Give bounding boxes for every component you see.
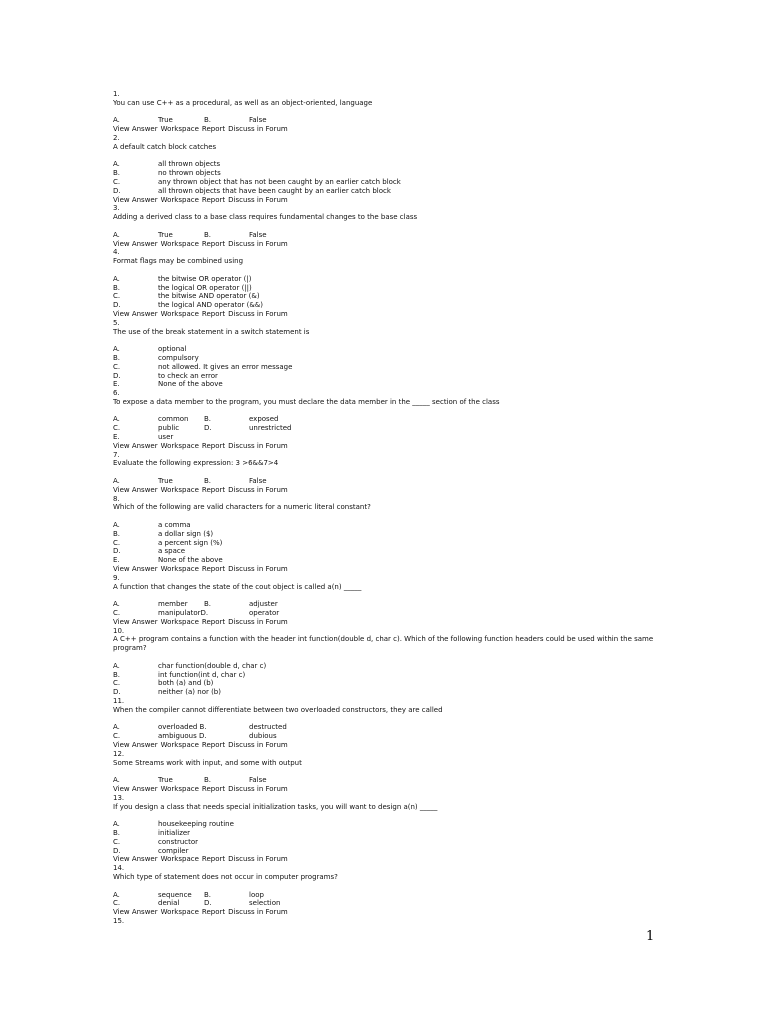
option-text: loop [249, 890, 264, 899]
discuss-forum-link[interactable]: Discuss in Forum [228, 855, 288, 864]
blank-line [113, 222, 673, 231]
option-letter: D. [204, 424, 212, 433]
option-row [113, 433, 673, 442]
question-block [113, 750, 673, 794]
option-text: the logical OR operator (||) [158, 283, 252, 292]
option-text: housekeeping routine [158, 820, 234, 829]
question-number: 13. [113, 793, 125, 802]
discuss-forum-link[interactable]: Discuss in Forum [228, 784, 288, 793]
option-letter: B. [113, 353, 121, 362]
question-stem: Some Streams work with input, and some with output [113, 758, 302, 767]
report-link[interactable]: Report [201, 195, 226, 204]
workspace-link[interactable]: Workspace [160, 239, 199, 248]
blank-line [113, 266, 673, 275]
option-text: compulsory [158, 353, 199, 362]
option-row [113, 662, 673, 671]
option-text: operator [249, 609, 280, 618]
page-number: 1 [646, 929, 655, 944]
question-block [113, 90, 673, 134]
option-text: False [249, 116, 267, 125]
option-text: member [158, 600, 188, 609]
report-link[interactable]: Report [201, 239, 226, 248]
option-row [113, 231, 673, 240]
workspace-link[interactable]: Workspace [160, 740, 199, 749]
option-row [113, 363, 673, 372]
option-letter: A. [113, 723, 120, 732]
option-row [113, 899, 673, 908]
question-number: 6. [113, 389, 120, 398]
option-text: a percent sign (%) [158, 538, 223, 547]
question-block [113, 627, 673, 697]
view-answer-link[interactable]: View Answer [113, 908, 158, 917]
option-text: True [158, 477, 173, 486]
question-list [113, 90, 673, 917]
question-number: 14. [113, 864, 125, 873]
option-row [113, 891, 673, 900]
option-row [113, 521, 673, 530]
option-row [113, 477, 673, 486]
option-row [113, 820, 673, 829]
option-letter: C. [113, 732, 121, 741]
option-letter: D. [113, 688, 121, 697]
option-row [113, 556, 673, 565]
view-answer-link[interactable]: View Answer [113, 565, 158, 574]
option-letter: A. [113, 415, 120, 424]
option-row [113, 547, 673, 556]
discuss-forum-link[interactable]: Discuss in Forum [228, 908, 288, 917]
question-stem: Which type of statement does not occur in computer programs? [113, 872, 338, 881]
action-links [113, 442, 673, 451]
option-letter: D. [113, 371, 121, 380]
view-answer-link[interactable]: View Answer [113, 485, 158, 494]
blank-line [113, 715, 673, 724]
option-text: adjuster [249, 600, 278, 609]
report-link[interactable]: Report [201, 617, 226, 626]
view-answer-link[interactable]: View Answer [113, 740, 158, 749]
discuss-forum-link[interactable]: Discuss in Forum [228, 441, 288, 450]
view-answer-link[interactable]: View Answer [113, 784, 158, 793]
option-text: any thrown object that has not been caught by an earlier catch block [158, 177, 401, 186]
option-text: int function(int d, char c) [158, 670, 246, 679]
option-text: unrestricted [249, 424, 292, 433]
option-letter: A. [113, 600, 120, 609]
option-letter: A. [113, 230, 120, 239]
option-row [113, 539, 673, 548]
option-row [113, 600, 673, 609]
option-text: all thrown objects that have been caught by an earlier catch block [158, 186, 391, 195]
option-row [113, 187, 673, 196]
report-link[interactable]: Report [201, 565, 226, 574]
question-number: 4. [113, 248, 120, 257]
discuss-forum-link[interactable]: Discuss in Forum [228, 125, 288, 134]
option-row [113, 671, 673, 680]
workspace-link[interactable]: Workspace [160, 309, 199, 318]
option-letter: A. [113, 116, 120, 125]
workspace-link[interactable]: Workspace [160, 441, 199, 450]
workspace-link[interactable]: Workspace [160, 908, 199, 917]
discuss-forum-link[interactable]: Discuss in Forum [228, 195, 288, 204]
option-row [113, 776, 673, 785]
action-links [113, 486, 673, 495]
option-letter: B. [113, 169, 121, 178]
option-row [113, 116, 673, 125]
option-text: compiler [158, 846, 189, 855]
action-links [113, 908, 673, 917]
option-text: no thrown objects [158, 169, 221, 178]
option-letter: A. [113, 274, 120, 283]
option-row [113, 284, 673, 293]
option-text: manipulatorD. [158, 609, 209, 618]
option-text: public [158, 424, 180, 433]
option-text: dubious [249, 732, 277, 741]
question-block [113, 794, 673, 864]
option-row [113, 723, 673, 732]
blank-line [113, 811, 673, 820]
option-text: denial [158, 899, 180, 908]
option-letter: A. [113, 776, 120, 785]
option-row [113, 732, 673, 741]
question-block [113, 451, 673, 495]
discuss-forum-link[interactable]: Discuss in Forum [228, 485, 288, 494]
option-text: user [158, 433, 174, 442]
report-link[interactable]: Report [201, 784, 226, 793]
question-stem: If you design a class that needs special initialization tasks, you will want to design a(n) _____ [113, 802, 438, 811]
option-letter: B. [113, 283, 121, 292]
question-number: 1. [113, 90, 120, 98]
option-letter: D. [113, 846, 121, 855]
question-number: 7. [113, 450, 120, 459]
option-row [113, 829, 673, 838]
view-answer-link[interactable]: View Answer [113, 239, 158, 248]
option-letter: B. [204, 116, 212, 125]
option-row [113, 415, 673, 424]
option-text: None of the above [158, 380, 223, 389]
option-text: destructed [249, 723, 287, 732]
option-text: None of the above [158, 556, 223, 565]
question-stem: The use of the break statement in a switch statement is [113, 327, 310, 336]
question-block [113, 204, 673, 248]
view-answer-link[interactable]: View Answer [113, 125, 158, 134]
blank-line [113, 152, 673, 161]
option-letter: A. [113, 661, 120, 670]
discuss-forum-link[interactable]: Discuss in Forum [228, 239, 288, 248]
option-letter: A. [113, 160, 120, 169]
option-letter: D. [204, 899, 212, 908]
question-stem: To expose a data member to the program, you must declare the data member in the _____ section of the class [113, 397, 500, 406]
option-row [113, 345, 673, 354]
blank-line [113, 653, 673, 662]
option-letter: E. [113, 556, 120, 565]
option-text: exposed [249, 415, 279, 424]
option-letter: B. [113, 529, 121, 538]
option-row [113, 847, 673, 856]
option-letter: A. [113, 477, 120, 486]
workspace-link[interactable]: Workspace [160, 565, 199, 574]
question-number: 10. [113, 626, 125, 635]
blank-line [113, 591, 673, 600]
option-letter: C. [113, 609, 121, 618]
option-row [113, 530, 673, 539]
workspace-link[interactable]: Workspace [160, 195, 199, 204]
question-block [113, 134, 673, 204]
action-links [113, 240, 673, 249]
discuss-forum-link[interactable]: Discuss in Forum [228, 565, 288, 574]
option-letter: C. [113, 899, 121, 908]
action-links [113, 196, 673, 205]
action-links [113, 310, 673, 319]
option-letter: B. [204, 600, 212, 609]
action-links [113, 855, 673, 864]
option-row [113, 275, 673, 284]
option-letter: B. [204, 776, 212, 785]
option-text: True [158, 116, 173, 125]
question-block [113, 697, 673, 750]
question-stem: Which of the following are valid characters for a numeric literal constant? [113, 503, 371, 512]
option-letter: C. [113, 538, 121, 547]
question-number: 12. [113, 749, 125, 758]
option-text: char function(double d, char c) [158, 661, 267, 670]
question-block [113, 864, 673, 917]
option-letter: C. [113, 362, 121, 371]
question-number: 2. [113, 133, 120, 142]
report-link[interactable]: Report [201, 908, 226, 917]
discuss-forum-link[interactable]: Discuss in Forum [228, 309, 288, 318]
option-letter: D. [113, 186, 121, 195]
action-links [113, 565, 673, 574]
option-row [113, 688, 673, 697]
option-text: the bitwise OR operator (|) [158, 274, 252, 283]
view-answer-link[interactable]: View Answer [113, 617, 158, 626]
view-answer-link[interactable]: View Answer [113, 309, 158, 318]
question-stem: Adding a derived class to a base class requires fundamental changes to the base class [113, 213, 418, 222]
question-stem: A C++ program contains a function with the header int function(double d, char c). Which of the following function headers could be used within the same program? [113, 635, 654, 653]
discuss-forum-link[interactable]: Discuss in Forum [228, 740, 288, 749]
option-letter: B. [113, 828, 121, 837]
blank-line [113, 512, 673, 521]
discuss-forum-link[interactable]: Discuss in Forum [228, 617, 288, 626]
option-letter: E. [113, 380, 120, 389]
option-letter: C. [113, 679, 121, 688]
option-text: True [158, 776, 173, 785]
option-row [113, 609, 673, 618]
option-text: selection [249, 899, 281, 908]
question-number: 11. [113, 696, 125, 705]
option-text: initializer [158, 828, 191, 837]
blank-line [113, 468, 673, 477]
option-row [113, 380, 673, 389]
question-number: 8. [113, 494, 120, 503]
option-letter: D. [113, 547, 121, 556]
option-text: neither (a) nor (b) [158, 688, 221, 697]
report-link[interactable]: Report [201, 855, 226, 864]
question-block [113, 574, 673, 627]
option-text: constructor [158, 837, 199, 846]
option-text: False [249, 477, 267, 486]
question-number: 15. [113, 916, 125, 925]
question-stem: A default catch block catches [113, 142, 217, 151]
action-links [113, 785, 673, 794]
question-number: 3. [113, 204, 120, 213]
question-block [113, 319, 673, 389]
option-text: overloaded B. [158, 723, 207, 732]
question-stem: A function that changes the state of the cout object is called a(n) _____ [113, 582, 362, 591]
option-letter: A. [113, 890, 120, 899]
option-row [113, 292, 673, 301]
option-text: common [158, 415, 189, 424]
option-letter: B. [204, 890, 212, 899]
document-body [113, 90, 673, 926]
option-text: False [249, 230, 267, 239]
blank-line [113, 336, 673, 345]
option-letter: A. [113, 521, 120, 530]
option-letter: B. [204, 415, 212, 424]
option-row [113, 424, 673, 433]
option-row [113, 160, 673, 169]
report-link[interactable]: Report [201, 485, 226, 494]
report-link[interactable]: Report [201, 309, 226, 318]
question-stem: Evaluate the following expression: 3 >6&&7>4 [113, 459, 279, 468]
option-letter: C. [113, 292, 121, 301]
question-stem: Format flags may be combined using [113, 257, 244, 266]
report-link[interactable]: Report [201, 441, 226, 450]
option-row [113, 372, 673, 381]
workspace-link[interactable]: Workspace [160, 125, 199, 134]
option-text: all thrown objects [158, 160, 221, 169]
option-text: False [249, 776, 267, 785]
question-block [113, 389, 673, 451]
option-text: a space [158, 547, 186, 556]
option-text: to check an error [158, 371, 218, 380]
option-letter: C. [113, 837, 121, 846]
question-block [113, 495, 673, 574]
view-answer-link[interactable]: View Answer [113, 195, 158, 204]
option-text: True [158, 230, 173, 239]
option-letter: C. [113, 177, 121, 186]
action-links [113, 618, 673, 627]
option-letter: B. [204, 230, 212, 239]
option-text: both (a) and (b) [158, 679, 214, 688]
option-text: the logical AND operator (&&) [158, 301, 263, 310]
blank-line [113, 767, 673, 776]
option-letter: C. [113, 424, 121, 433]
option-text: the bitwise AND operator (&) [158, 292, 260, 301]
report-link[interactable]: Report [201, 740, 226, 749]
option-text: not allowed. It gives an error message [158, 362, 293, 371]
option-row [113, 354, 673, 363]
option-row [113, 838, 673, 847]
question-stem: When the compiler cannot differentiate between two overloaded constructors, they are called [113, 705, 443, 714]
blank-line [113, 407, 673, 416]
option-row [113, 178, 673, 187]
option-row [113, 169, 673, 178]
question-stem: You can use C++ as a procedural, as well as an object-oriented, language [113, 98, 373, 107]
option-letter: A. [113, 820, 120, 829]
option-text: optional [158, 345, 187, 354]
workspace-link[interactable]: Workspace [160, 784, 199, 793]
question-number: 5. [113, 318, 120, 327]
report-link[interactable]: Report [201, 125, 226, 134]
workspace-link[interactable]: Workspace [160, 485, 199, 494]
option-letter: A. [113, 345, 120, 354]
question-block [113, 248, 673, 318]
action-links [113, 741, 673, 750]
option-row [113, 679, 673, 688]
workspace-link[interactable]: Workspace [160, 855, 199, 864]
question-number: 9. [113, 573, 120, 582]
blank-line [113, 108, 673, 117]
option-text: sequence [158, 890, 192, 899]
option-letter: E. [113, 433, 120, 442]
blank-line [113, 882, 673, 891]
option-letter: D. [113, 301, 121, 310]
option-text: a dollar sign ($) [158, 529, 214, 538]
view-answer-link[interactable]: View Answer [113, 441, 158, 450]
option-text: a comma [158, 521, 191, 530]
option-letter: B. [113, 670, 121, 679]
action-links [113, 125, 673, 134]
workspace-link[interactable]: Workspace [160, 617, 199, 626]
option-text: ambiguous D. [158, 732, 207, 741]
option-row [113, 301, 673, 310]
view-answer-link[interactable]: View Answer [113, 855, 158, 864]
option-letter: B. [204, 477, 212, 486]
